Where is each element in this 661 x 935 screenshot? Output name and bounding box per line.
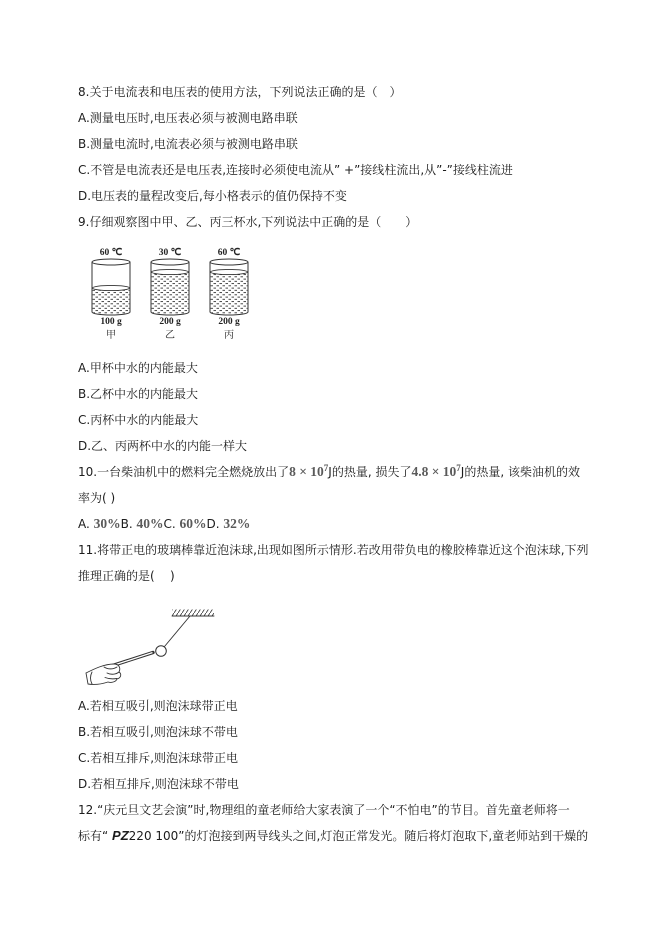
beaker-rim — [210, 259, 248, 265]
heat-released-value: 8 × 10 — [289, 464, 324, 479]
beaker-water-surface — [211, 269, 248, 274]
question-11-option-a: A.若相互吸引,则泡沫球带正电 — [78, 699, 238, 713]
suspension-thread — [165, 616, 191, 647]
beakers-drawing — [78, 235, 278, 355]
beaker-yi — [151, 247, 189, 341]
question-12-line-1: 12.“庆元旦文艺会演”时,物理组的童老师给大家表演了一个“不怕电”的节目。首先童老师将一 — [78, 803, 570, 817]
question-11-stem-line-1: 11.将带正电的玻璃棒靠近泡沫球,出现如图所示情形.若改用带负电的橡胶棒靠近这个泡沫球,下列 — [78, 543, 589, 557]
stem-text: 220 100”的灯泡接到两导线头之间,灯泡正常发光。随后将灯泡取下,童老师站到干燥的 — [128, 829, 589, 843]
option-value: 40% — [136, 516, 164, 531]
beaker-rim — [92, 259, 130, 265]
question-11-stem-line-2: 推理正确的是( ) — [78, 569, 175, 583]
stem-text: 标有“ — [78, 829, 113, 843]
beaker-temperature: 60 ℃ — [99, 248, 123, 258]
beaker-mass: 200 g — [218, 317, 240, 327]
question-10-options — [78, 511, 661, 537]
option-value: 30% — [93, 516, 121, 531]
beakers-figure — [78, 235, 661, 355]
beaker-temperature: 60 ℃ — [217, 248, 241, 258]
beaker-mass: 100 g — [100, 317, 122, 327]
question-9-option-d: D.乙、丙两杯中水的内能一样大 — [78, 439, 248, 453]
beaker-water — [211, 272, 248, 315]
stem-text: J的热量, 该柴油机的效 — [460, 465, 580, 479]
heat-lost-value: 4.8 × 10 — [411, 464, 457, 479]
question-9-option-c: C.丙杯中水的内能最大 — [78, 413, 199, 427]
question-8-option-d: D.电压表的量程改变后,每小格表示的值仍保持不变 — [78, 189, 347, 203]
beaker-water — [93, 288, 130, 315]
stem-text: J的热量, 损失了 — [328, 465, 412, 479]
question-8-option-b: B.测量电流时,电流表必须与被测电路串联 — [78, 137, 298, 151]
question-11-option-c: C.若相互排斥,则泡沫球带正电 — [78, 751, 239, 765]
heat-released-exponent: 7 — [323, 463, 329, 473]
option-letter: A. — [78, 517, 94, 531]
beaker-temperature: 30 ℃ — [158, 248, 182, 258]
heat-lost-exponent: 7 — [456, 463, 461, 473]
option-letter: D. — [206, 517, 224, 531]
beaker-water-surface — [93, 285, 130, 290]
beaker-label: 甲 — [106, 330, 116, 341]
question-8-stem: 8.关于电流表和电压表的使用方法，下列说法正确的是（ ） — [78, 85, 402, 99]
option-value: 60% — [179, 516, 207, 531]
stem-text: 10.一台柴油机中的燃料完全燃烧放出了 — [78, 465, 290, 479]
question-8-option-c: C.不管是电流表还是电压表,连接时必须使电流从” +”接线柱流出,从”-”接线柱流进 — [78, 163, 513, 177]
beaker-water — [152, 272, 189, 315]
option-value: 32% — [223, 516, 251, 531]
question-9-stem: 9.仔细观察图中甲、乙、丙三杯水,下列说法中正确的是（ ） — [78, 215, 418, 229]
option-letter: C. — [163, 517, 180, 531]
beaker-bing — [210, 247, 248, 341]
option-letter: B. — [120, 517, 137, 531]
beaker-mass: 200 g — [159, 317, 181, 327]
ceiling-hatch — [172, 610, 214, 616]
foam-ball — [156, 646, 167, 657]
beaker-jia — [92, 247, 130, 341]
question-10-stem-line-1 — [78, 459, 661, 485]
beaker-label: 丙 — [224, 330, 234, 341]
beaker-rim — [151, 259, 189, 265]
bulb-model-prefix: PZ — [112, 828, 129, 843]
question-8-option-a: A.测量电压时,电压表必须与被测电路串联 — [78, 111, 298, 125]
question-9-option-b: B.乙杯中水的内能最大 — [78, 387, 199, 401]
question-12-line-2 — [78, 823, 661, 849]
beaker-water-surface — [152, 269, 189, 274]
question-9-option-a: A.甲杯中水的内能最大 — [78, 361, 198, 375]
charged-rod-figure — [78, 589, 661, 693]
beaker-label: 乙 — [165, 330, 175, 341]
question-11-option-b: B.若相互吸引,则泡沫球不带电 — [78, 725, 238, 739]
charged-rod-drawing — [78, 589, 238, 693]
question-11-option-d: D.若相互排斥,则泡沫球不带电 — [78, 777, 239, 791]
question-10-stem-line-2: 率为( ) — [78, 491, 116, 505]
